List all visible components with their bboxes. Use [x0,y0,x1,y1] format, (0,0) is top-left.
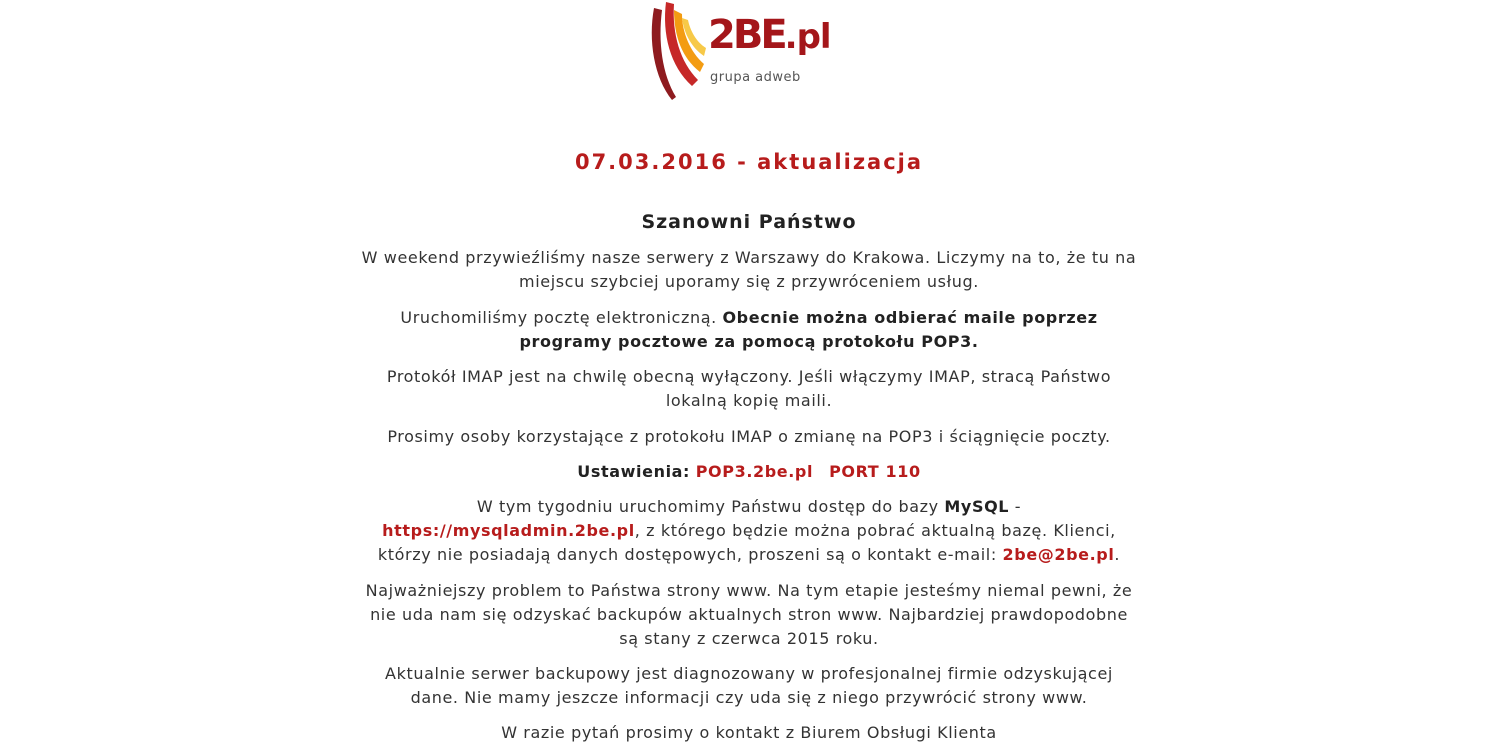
settings-label: Ustawienia: [577,462,691,481]
logo-brand: 2BE [708,12,785,58]
settings-port: PORT 110 [829,462,921,481]
greeting: Szanowni Państwo [641,211,857,233]
paragraph-websites: Najważniejszy problem to Państwa strony www. Na tym etapie jesteśmy niemal pewni, że nie uda nam się odzyskać backupów aktualnych stron www. Najbardziej prawdopodobne są stany z czerwca 2015 roku. [365,581,1133,648]
paragraph-email [360,306,1138,354]
mysqladmin-link[interactable]: https://mysqladmin.2be.pl [382,521,635,540]
mysql-label: MySQL [944,497,1010,516]
paragraph-relocation: W weekend przywieźliśmy nasze serwery z Warszawy do Krakowa. Liczymy na to, że tu na miejscu szybciej uporamy się z przywróceniem usług. [361,248,1137,291]
logo-tagline: grupa adweb [710,70,801,85]
contact-email-link[interactable]: 2be@2be.pl [1002,545,1115,564]
paragraph-imap: Protokół IMAP jest na chwilę obecną wyłączony. Jeśli włączymy IMAP, stracą Państwo lokalną kopię maili. [386,367,1112,410]
mysql-dash: - [1009,497,1022,516]
mysql-text-end: . [1114,545,1121,564]
mysql-text-before: W tym tygodniu uruchomimy Państwu dostęp do bazy [476,497,945,516]
paragraph-email-text: Uruchomiliśmy pocztę elektroniczną. [400,308,723,327]
mysql-text-middle: , z którego będzie można pobrać aktualną bazę. Klienci, którzy nie posiadają danych dostępowych, proszeni są o kontakt e-mail: [377,521,1116,564]
brand-logo[interactable] [648,0,858,104]
paragraph-contact: W razie pytań prosimy o kontakt z Biurem Obsługi Klienta [501,723,997,742]
logo-tld: .pl [784,17,831,57]
settings-line [360,460,1138,484]
settings-server: POP3.2be.pl [695,462,814,481]
paragraph-imap-request: Prosimy osoby korzystające z protokołu IMAP o zmianę na POP3 i ściągnięcie poczty. [387,427,1111,446]
paragraph-mysql [360,495,1138,567]
logo-wordmark [708,12,831,58]
page-title: 07.03.2016 - aktualizacja [574,150,924,174]
paragraph-email-bold: Obecnie można odbierać maile poprzez programy pocztowe za pomocą protokołu POP3. [519,308,1098,351]
logo-swoosh-icon [648,0,708,104]
paragraph-backup-server: Aktualnie serwer backupowy jest diagnozowany w profesjonalnej firmie odzyskującej dane. Nie mamy jeszcze informacji czy uda się z niego przywrócić strony www. [385,664,1113,707]
